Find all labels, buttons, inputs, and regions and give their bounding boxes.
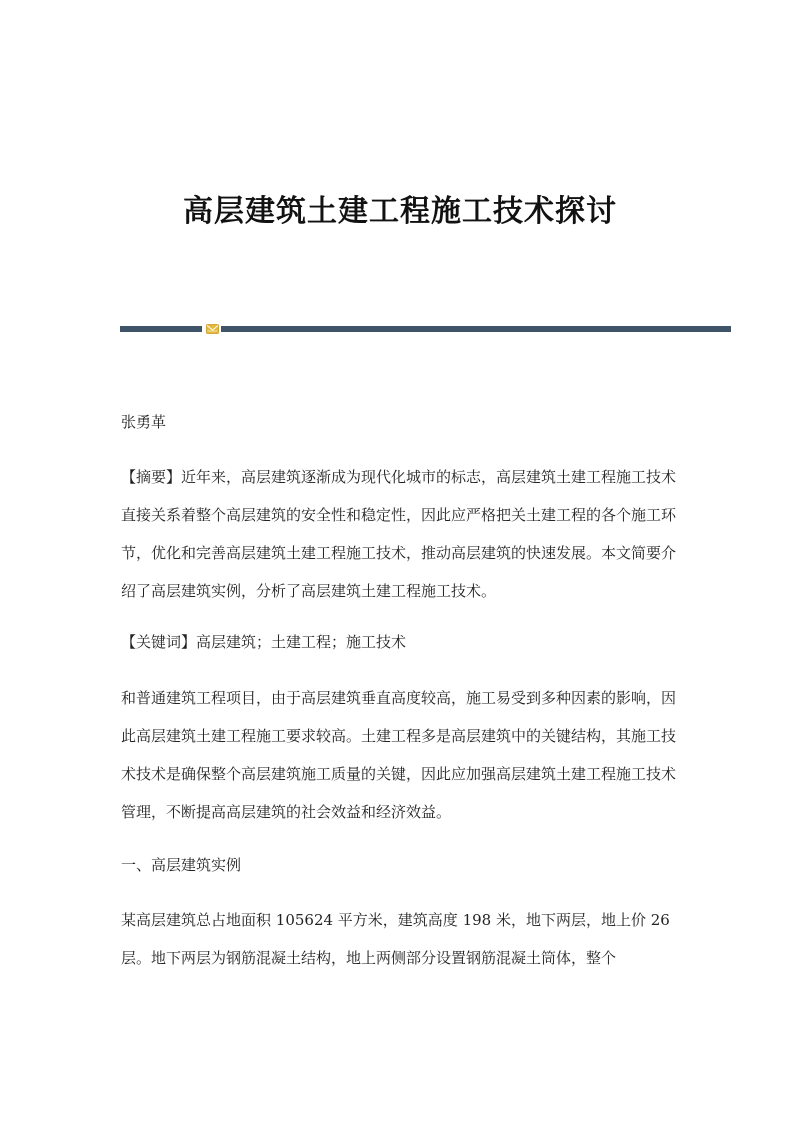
- divider-bar-left: [120, 326, 202, 332]
- title-divider: [120, 325, 731, 333]
- intro-paragraph: 和普通建筑工程项目，由于高层建筑垂直高度较高，施工易受到多种因素的影响，因此高层建筑土建工程施工要求较高。土建工程多是高层建筑中的关键结构，其施工技术技术是确保整个高层建筑施工质量的关键，因此应加强高层建筑土建工程施工技术管理，不断提高高层建筑的社会效益和经济效益。: [121, 689, 677, 821]
- envelope-icon: [206, 323, 219, 335]
- abstract-paragraph: [121, 458, 681, 610]
- keywords-text: 高层建筑；土建工程；施工技术: [196, 633, 407, 651]
- abstract-label: 【摘要】: [121, 468, 182, 486]
- document-title: 高层建筑土建工程施工技术探讨: [183, 194, 617, 229]
- section-heading: 一、高层建筑实例: [121, 856, 242, 874]
- divider-bar-right: [221, 326, 731, 332]
- keywords-label: 【关键词】: [121, 633, 197, 651]
- abstract-text: 近年来，高层建筑逐渐成为现代化城市的标志，高层建筑土建工程施工技术直接关系着整个高层建筑的安全性和稳定性，因此应严格把关土建工程的各个施工环节，优化和完善高层建筑土建工程施工技术，推动高层建筑的快速发展。本文简要介绍了高层建筑实例，分析了高层建筑土建工程施工技术。: [121, 468, 677, 600]
- author-name: 张勇革: [121, 413, 167, 431]
- keywords-paragraph: [121, 631, 681, 652]
- section-paragraph: 某高层建筑总占地面积 105624 平方米，建筑高度 198 米，地下两层，地上价 26 层。地下两层为钢筋混凝土结构，地上两侧部分设置钢筋混凝土筒体，整个: [121, 911, 670, 967]
